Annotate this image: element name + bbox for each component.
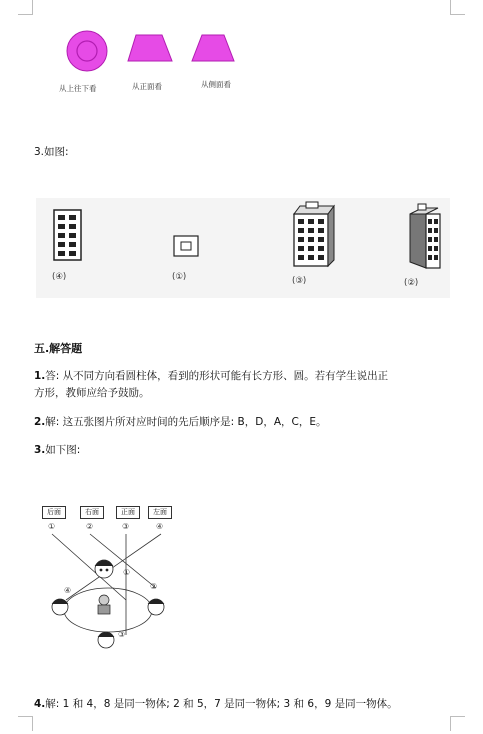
number-1: ① <box>48 522 56 531</box>
answer-3-label: 3. <box>34 444 46 456</box>
crop-mark-bottom-right <box>450 716 465 731</box>
caption-front-view: 从正面看 <box>132 82 162 91</box>
answer-1-line-2: 方形，教师应给予鼓励。 <box>34 387 150 399</box>
inner-number-2: ② <box>150 582 158 591</box>
circle-view-figure <box>66 31 116 81</box>
box-front: 正面 <box>116 506 140 519</box>
answer-1 <box>34 368 388 402</box>
buildings-panel <box>36 198 450 298</box>
answer-2-label: 2. <box>34 416 46 428</box>
box-right: 右面 <box>80 506 104 519</box>
box-back: 后面 <box>42 506 66 519</box>
caption-side-view: 从侧面看 <box>201 80 231 89</box>
q3-line <box>34 144 69 161</box>
building-label-1: (④) <box>52 272 67 282</box>
section-title: 五.解答题 <box>34 342 83 355</box>
answer-4-label: 4. <box>34 698 46 710</box>
building-label-3: (③) <box>292 276 307 286</box>
answer-3 <box>34 442 80 459</box>
answer-1-label: 1. <box>34 370 46 382</box>
box-left: 左面 <box>148 506 172 519</box>
child-face-bottom <box>98 632 114 648</box>
inner-number-1: ① <box>123 568 131 577</box>
child-face-right <box>148 599 164 615</box>
building-label-2: (①) <box>172 272 187 282</box>
number-3: ③ <box>122 522 130 531</box>
number-2: ② <box>86 522 94 531</box>
answer-1-text-1: 答: 从不同方向看圆柱体，看到的形状可能有长方形、圆。若有学生说出正 <box>45 370 389 382</box>
building-side-view <box>408 204 448 274</box>
sight-lines <box>38 500 188 660</box>
inner-number-3: ③ <box>118 630 126 639</box>
answer-4-text: 解: 1 和 4，8 是同一物体; 2 和 5，7 是同一物体; 3 和 6，9 是同一物体。 <box>45 698 398 710</box>
front-view-trapezoid <box>128 35 178 75</box>
building-front-view <box>54 210 94 265</box>
answer-4 <box>34 696 398 713</box>
top-views <box>50 25 260 100</box>
child-face-top <box>95 560 113 578</box>
q3-label: 3. <box>34 146 45 158</box>
child-face-left <box>52 599 68 615</box>
answer-2-text: 解: 这五张图片所对应时间的先后顺序是: B，D，A，C，E。 <box>45 416 327 428</box>
answer-2 <box>34 414 326 431</box>
crop-mark-bottom-left <box>18 716 33 731</box>
building-perspective-view <box>290 202 340 272</box>
caption-top-view: 从上往下看 <box>59 84 97 93</box>
side-view-trapezoid <box>192 35 242 75</box>
number-4: ④ <box>156 522 164 531</box>
q3-text: 如图: <box>44 146 69 158</box>
crop-mark-top-left <box>18 0 33 15</box>
toy-center <box>98 595 110 614</box>
inner-number-4: ④ <box>64 586 72 595</box>
building-label-4: (②) <box>404 278 419 288</box>
building-top-view <box>174 236 214 266</box>
view-diagram <box>38 500 188 660</box>
answer-1-line-1 <box>34 368 388 385</box>
answer-3-text: 如下图: <box>45 444 81 456</box>
crop-mark-top-right <box>450 0 465 15</box>
